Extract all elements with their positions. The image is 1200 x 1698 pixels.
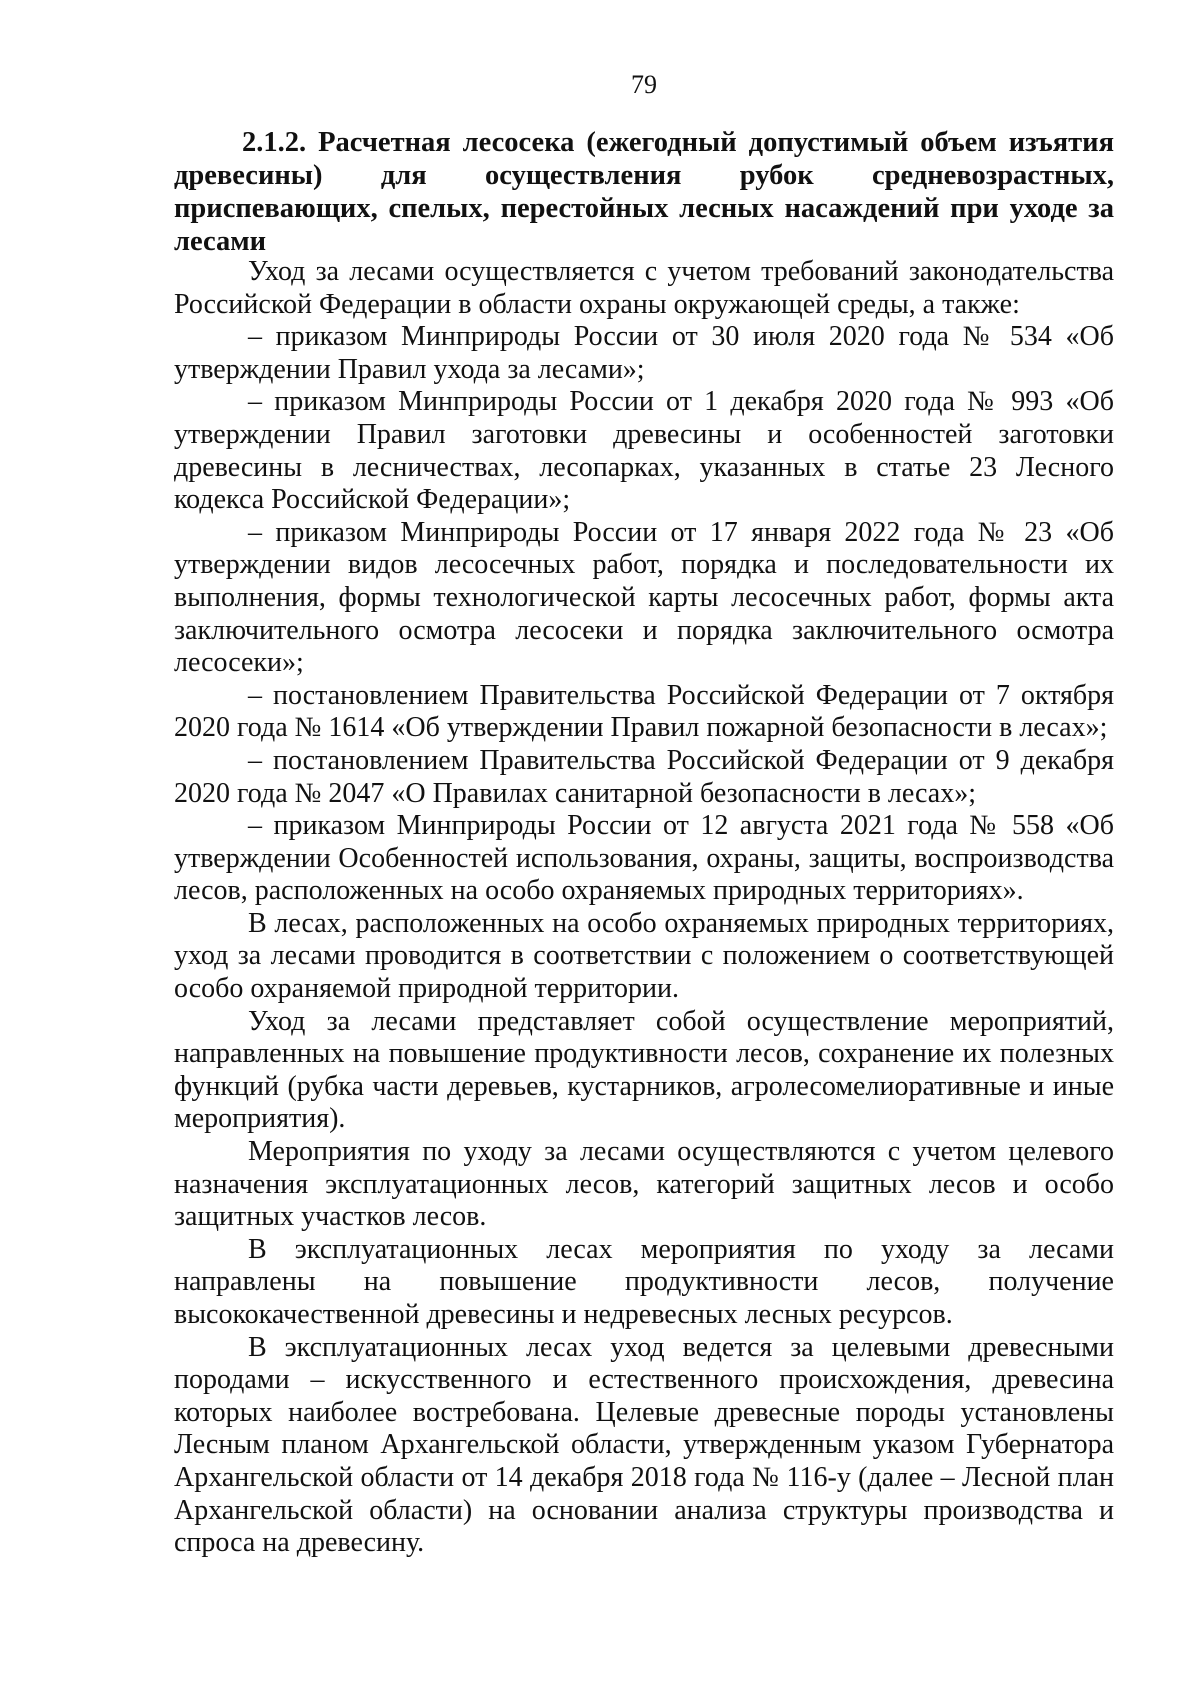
paragraph: – приказом Минприроды России от 12 августа 2021 года № 558 «Об утверждении Особенностей использования, охраны, защиты, воспроизводства лесов, расположенных на особо охраняемых природных территориях». bbox=[174, 810, 1114, 907]
paragraph: – приказом Минприроды России от 30 июля 2020 года № 534 «Об утверждении Правил ухода за лесами»; bbox=[174, 321, 1114, 385]
paragraph: Уход за лесами осуществляется с учетом требований законодательства Российской Федерации в области охраны окружающей среды, а также: bbox=[174, 256, 1114, 320]
paragraph: – постановлением Правительства Российской Федерации от 9 декабря 2020 года № 2047 «О Правилах санитарной безопасности в лесах»; bbox=[174, 744, 1114, 809]
page-number: 79 bbox=[631, 70, 657, 99]
paragraph: В лесах, расположенных на особо охраняемых природных территориях, уход за лесами проводится в соответствии с положением о соответствующей особо охраняемой природной территории. bbox=[174, 907, 1114, 1005]
document-body bbox=[174, 256, 1114, 1560]
paragraph: Мероприятия по уходу за лесами осуществляются с учетом целевого назначения эксплуатационных лесов, категорий защитных лесов и особо защитных участков лесов. bbox=[174, 1136, 1114, 1233]
paragraph: – приказом Минприроды России от 1 декабря 2020 года № 993 «Об утверждении Правил заготовки древесины и особенностей заготовки древесины в лесничествах, лесопарках, указанных в статье 23 Лесного кодекса Российской Федерации»; bbox=[174, 386, 1114, 516]
section-heading: 2.1.2. Расчетная лесосека (ежегодный допустимый объем изъятия древесины) для осуществления рубок средневозрастных, приспевающих, спелых, перестойных лесных насаждений при уходе за лесами bbox=[174, 127, 1114, 257]
paragraph: В эксплуатационных лесах мероприятия по уходу за лесами направлены на повышение продуктивности лесов, получение высококачественной древесины и недревесных лесных ресурсов. bbox=[174, 1233, 1114, 1330]
paragraph: – постановлением Правительства Российской Федерации от 7 октября 2020 года № 1614 «Об утверждении Правил пожарной безопасности в лесах»; bbox=[174, 679, 1114, 744]
document-page bbox=[174, 0, 1114, 1698]
paragraph: В эксплуатационных лесах уход ведется за целевыми древесными породами – искусственного и естественного происхождения, древесина которых наиболее востребована. Целевые древесные породы установлены Лесным планом Архангельской области, утвержденным указом Губернатора Архангельской области от 14 декабря 2018 года № 116-у (далее – Лесной план Архангельской области) на основании анализа структуры производства и спроса на древесину. bbox=[174, 1331, 1114, 1559]
paragraph: – приказом Минприроды России от 17 января 2022 года № 23 «Об утверждении видов лесосечных работ, порядка и последовательности их выполнения, формы технологической карты лесосечных работ, формы акта заключительного осмотра лесосеки и порядка заключительного осмотра лесосеки»; bbox=[174, 516, 1114, 679]
paragraph: Уход за лесами представляет собой осуществление мероприятий, направленных на повышение продуктивности лесов, сохранение их полезных функций (рубка части деревьев, кустарников, агролесомелиоративные и иные мероприятия). bbox=[174, 1005, 1114, 1135]
